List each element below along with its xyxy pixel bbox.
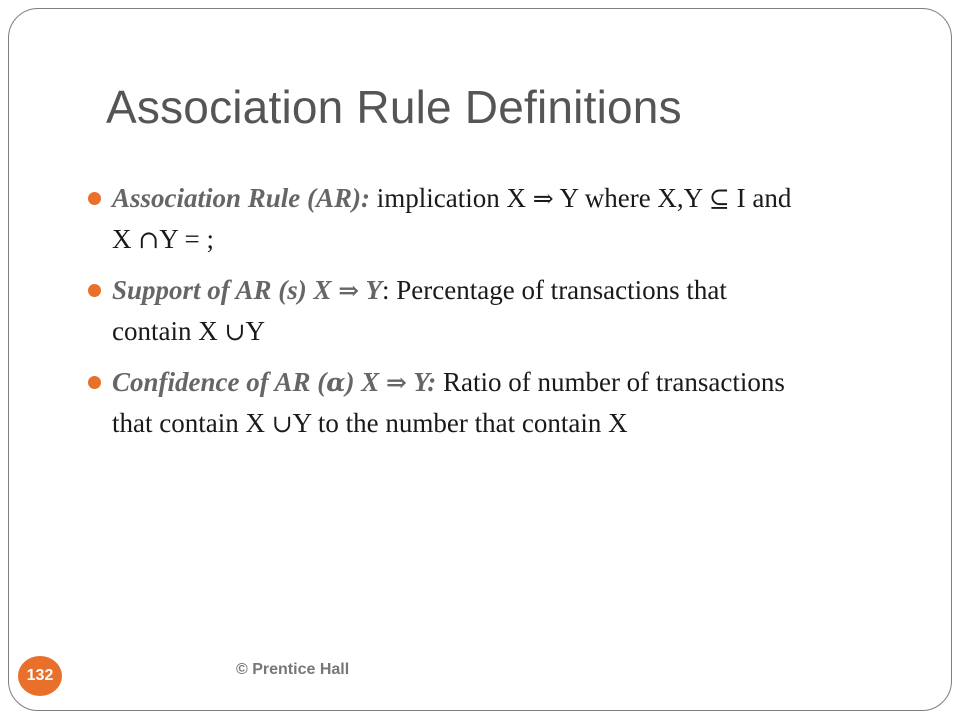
bullet-icon <box>88 376 101 389</box>
slide-title: Association Rule Definitions <box>106 81 682 133</box>
term-text: Support of AR (s) X <box>112 275 339 305</box>
term-association-rule: Association Rule (AR): <box>112 183 371 213</box>
bullet-list <box>88 178 808 454</box>
term-text: Y: <box>406 367 437 397</box>
definition-text: Y = <box>159 224 207 254</box>
bullet-association-rule <box>88 178 808 260</box>
implies-symbol: ⇒ <box>385 368 407 397</box>
alpha-symbol: α <box>326 368 346 397</box>
intersection-symbol: ∩ <box>138 225 160 254</box>
bullet-icon <box>88 284 101 297</box>
implies-symbol: ⇒ <box>338 276 360 305</box>
union-symbol: ∪ <box>224 317 246 346</box>
slide-number-badge: 132 <box>18 656 62 696</box>
definition-text: Y to the number that contain X <box>292 408 628 438</box>
empty-set-glyph: ; <box>206 224 214 254</box>
bullet-confidence <box>88 362 808 444</box>
definition-text: I and X <box>112 183 792 254</box>
subset-symbol: ⊆ <box>708 184 730 213</box>
term-confidence <box>112 367 436 397</box>
term-support <box>112 275 382 305</box>
definition-text: Y where X,Y <box>559 183 709 213</box>
union-symbol: ∪ <box>271 409 293 438</box>
definition-text: Ratio of number of transactions that contain X <box>112 367 785 438</box>
implies-symbol: ⇒ <box>532 184 554 213</box>
bullet-icon <box>88 192 101 205</box>
term-text: Y <box>359 275 383 305</box>
bullet-support <box>88 270 808 352</box>
term-text: Confidence of AR ( <box>112 367 327 397</box>
footer-copyright: © Prentice Hall <box>236 661 350 678</box>
definition-text: : Percentage of transactions that contain X <box>112 275 727 346</box>
term-text: ) X <box>345 367 386 397</box>
definition-text: Y <box>245 316 265 346</box>
definition-text: implication X <box>376 183 533 213</box>
